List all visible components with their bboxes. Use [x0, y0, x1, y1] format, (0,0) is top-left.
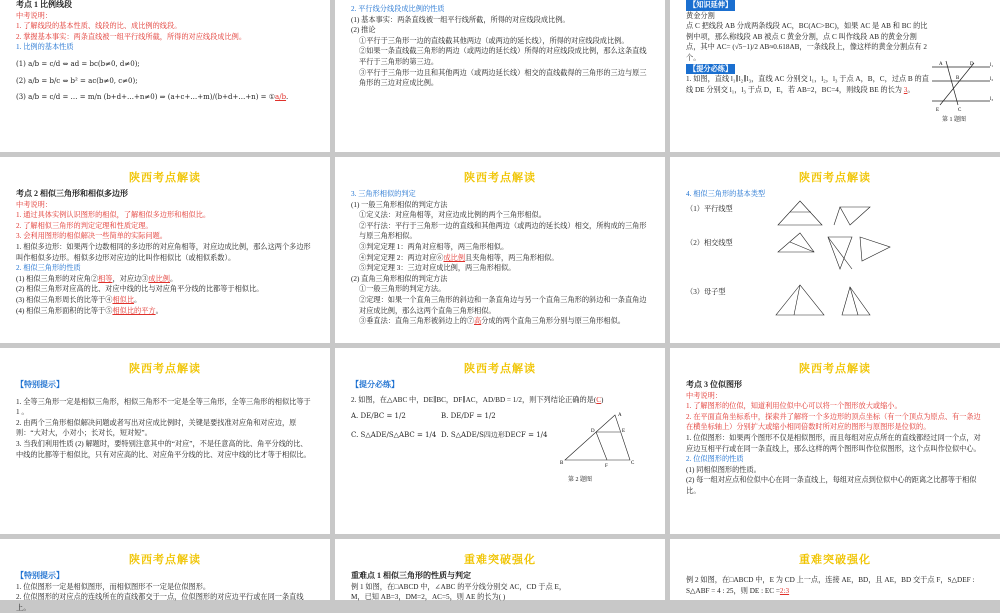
text-span: 。: [169, 274, 178, 283]
section-title: 考点 3 位似图形: [686, 380, 742, 389]
fig-label: C: [631, 461, 635, 466]
answer-span: 成比例: [148, 274, 170, 283]
fig-label: l₂: [990, 77, 994, 82]
tip-1: 1. 位似图形一定是相似图形，而相似图形不一定是位似图形。: [16, 582, 211, 591]
answer-span: 相似比的平方: [112, 306, 156, 315]
slide-header: 重难突破强化: [464, 554, 536, 566]
tip-2: 2. 位似图形的对应点的连线所在的直线都交于一点，位似图形的对应边平行或在同一条直线上。: [16, 593, 304, 612]
text-span: (4) 相似三角形面积的比等于⑤: [16, 306, 113, 315]
subsection-title: 2. 位似图形的性质: [686, 455, 744, 464]
slide-similar-triangles: 陕西考点解读 考点 2 相似三角形和相似多边形 中考说明： 1. 通过具体实例认识图形的相似，了解相似多边形和相似比。 2. 了解相似三角形的判定定理和性质定理。 3. 会利用图形的相似解决一些简单的实际问题。 1. 相似多边形：如果两个边数相同的多边形的对应角相等，对应边成比例，那么这两个多边形叫作相似多边形。相似多边形对应边的比叫作相似比（或相似系数）。 2. 相似三角形的性质 (1) 相似三角形的对应角②相等，对应边③成比例。 (2) 相似三角形对应高的比、对应中线的比与对应角平分线的比都等于相似比。 (3) 相似三角形周长的比等于④相似比。 (4) 相似三角形面积的比等于⑤相似比的平方。: [0, 157, 330, 343]
text-span: ③垂直法：直角三角形被斜边上的⑦: [359, 317, 475, 326]
formula-3-answer: a/b: [275, 93, 287, 102]
text-line: (1) 一般三角形相似的判定方法: [351, 200, 448, 209]
requirements-label: 中考说明：: [686, 391, 722, 400]
figure-1: [928, 55, 998, 115]
answer-span: 高: [474, 317, 482, 326]
slide-header: 陕西考点解读: [129, 554, 201, 566]
type-figures: [770, 197, 960, 327]
subsection-title: 3. 三角形相似的判定: [351, 190, 416, 198]
answer-span: 成比例: [443, 253, 466, 262]
slide-basic-types: [670, 157, 1000, 343]
figure-2: [560, 410, 640, 470]
example-2: 例 2 如图，在□ABCD 中，E 为 CD 上一点，连接 AE，BD，且 AE，BD 交于点 F，S△DEF : S△ABF = 4 : 25，则 DE : EC =: [686, 576, 975, 595]
example-1-line-2: M，已知 AB=3，DM=2，AC=5，则 AE 的长为( ): [351, 593, 506, 602]
subsection-title: 1. 比例的基本性质: [16, 43, 74, 52]
slide-parallel-lines: [335, 0, 665, 152]
text-line: ①一般三角形的判定方法。: [359, 285, 446, 294]
type-intersecting: （2）相交线型: [686, 239, 733, 248]
subsection-title: 4. 相似三角形的基本类型: [686, 190, 766, 198]
fig-label: E: [622, 429, 626, 434]
fig-label: l₁: [990, 63, 994, 68]
option-a: A. DE/BC = 1/2: [351, 412, 406, 421]
fig-label: C: [958, 108, 962, 113]
text-span: (1) 相似三角形的对应角②: [16, 274, 99, 283]
fig-label: D: [591, 429, 595, 434]
text-line: (2) 直角三角形相似的判定方法: [351, 274, 448, 283]
text-line: (2) 相似三角形对应高的比、对应中线的比与对应角平分线的比都等于相似比。: [16, 285, 264, 294]
slide-header: 重难突破强化: [799, 554, 871, 566]
practice-tag: 【提分必练】: [686, 64, 735, 75]
answer-span: 相等: [98, 274, 113, 283]
text-line: ⑤判定定理 3：三边对应成比例，两三角形相似。: [359, 264, 516, 273]
text-line: ③平行于三角形一边且和其他两边（或两边延长线）相交的直线截得的三角形的三边与原三角形的三边对应成比例。: [359, 68, 647, 88]
fig-label: F: [605, 464, 608, 469]
fig-label: B: [956, 76, 960, 81]
problem-2-answer: C: [596, 395, 602, 404]
text-line: ①定义法：对应角相等，对应边成比例的两个三角形相似。: [359, 211, 546, 220]
slide-header: 陕西考点解读: [799, 363, 871, 375]
subsection-title: 2. 相似三角形的性质: [16, 264, 81, 273]
section-title: 重难点 1 相似三角形的性质与判定: [351, 571, 471, 580]
requirement-1: 1. 了解图形的位似，知道利用位似中心可以将一个图形放大或缩小。: [686, 402, 902, 411]
text-span: 且夹角相等，两三角形相似。: [465, 253, 559, 262]
requirement-2: 2. 掌握基本事实：两条直线被一组平行线所截，所得的对应线段成比例。: [16, 32, 247, 41]
slide-practice-2: [335, 348, 665, 534]
special-tip-tag: 【特别提示】: [16, 380, 64, 389]
answer-span: 相似比: [112, 295, 135, 304]
slide-special-tips-1: [0, 348, 330, 534]
requirements-label: 中考说明：: [16, 200, 52, 209]
requirements-label: 中考说明：: [16, 11, 52, 20]
requirement-3: 3. 会利用图形的相似解决一些简单的实际问题。: [16, 232, 167, 241]
fig-label: A: [939, 62, 943, 67]
special-tip-tag: 【特别提示】: [16, 571, 64, 580]
type-mother-child: （3）母子型: [686, 287, 726, 296]
option-b: B. DE/DF = 1/2: [441, 412, 496, 421]
text-span: ④判定定理 2：两边对应⑥: [359, 253, 444, 262]
text-line: (1) 基本事实：两条直线被一组平行线所截，所得的对应线段成比例。: [351, 15, 570, 24]
slide-header: 陕西考点解读: [129, 363, 201, 375]
text-line: (2) 推论: [351, 26, 376, 35]
formula-2: (2) a/b = b/c ⇔ b² = ac(b≠0, c≠0);: [16, 76, 138, 85]
text-line: (2) 每一组对应点和位似中心在同一条直线上，每组对应点到位似中心的距离之比都等于相似比。: [686, 476, 977, 495]
problem-1-answer: 3: [903, 85, 908, 94]
slide-key-point-2: [670, 539, 1000, 600]
practice-tag: 【提分必练】: [351, 380, 399, 389]
fig-label: l₃: [990, 97, 994, 102]
figure-caption: 第 1 题图: [942, 117, 967, 123]
requirement-2: 2. 了解相似三角形的判定定理和性质定理。: [16, 221, 153, 230]
slide-header: 陕西考点解读: [464, 363, 536, 375]
slide-key-point-1: [335, 539, 665, 600]
fig-label: D: [970, 62, 974, 67]
option-d: D. S△ADE/S四边形DECF = 1/4: [441, 430, 548, 439]
text-line: ②平行法：平行于三角形一边的直线和其他两边（或两边的延长线）相交，所构成的三角形与原三角形相似。: [359, 221, 647, 241]
slide-golden-section: 【知识延伸】 黄金分割 点 C 把线段 AB 分成两条线段 AC，BC(AC>BC)，如果 AC 是 AB 和 BC 的比例中项，那么称线段 AB 被点 C 黄金分割，点 C 叫作线段 AB 的黄金分割点，其中 AC= (√5−1)/2 AB≈0.618AB，一条线段上，像这样的黄金分割点有 2 个。 【提分必练】 1. 如图，直线 l₁∥l₂∥l₃，直线 AC 分别交 l₁，l₂，l₃ 于点 A，B，C，过点 B 的直线 DE 分别交 l₁，l₃ 于点 D，E，若 AB=2，BC=4，则线段 BE 的长为 3。 D A l₁ B l₂ E C l₃ 第 1 题图: [670, 0, 1000, 152]
option-c: C. S△ADE/S△ABC = 1/4: [351, 430, 437, 439]
example-1-line-1: 例 1 如图，在□ABCD 中，∠ABC 的平分线分别交 AC，CD 于点 E，: [351, 582, 567, 591]
formula-3: (3) a/b = c/d = … = m/n (b+d+…+n≠0) ⇒ (a+c+…+m)/(b+d+…+n) = ①: [16, 93, 276, 102]
type-parallel: （1）平行线型: [686, 204, 733, 213]
requirement-1: 1. 通过具体实例认识图形的相似，了解相似多边形和相似比。: [16, 211, 211, 220]
section-title: 考点 1 比例线段: [16, 0, 72, 9]
fig-label: B: [560, 461, 564, 466]
text-span: 分成的两个直角三角形分别与原三角形相似。: [481, 317, 625, 326]
example-2-answer: 2:3: [779, 586, 790, 595]
text-line: ②如果一条直线截三角形的两边（或两边的延长线）所得的对应线段成比例，那么这条直线平行于三角形的第三边。: [359, 47, 647, 66]
slide-header: 陕西考点解读: [464, 172, 536, 184]
text-line: (1) 同相似图形的性质。: [686, 465, 761, 474]
text-line: 点 C 把线段 AB 分成两条线段 AC，BC(AC>BC)，如果 AC 是 AB 和 BC 的比例中项，那么称线段 AB 被点 C 黄金分割，点 C 叫作线段 AB 的黄金分割点，其中 AC= (√5−1)/2 AB≈0.618AB，一条线段上，像这样的黄金分割点有 2 个。: [686, 22, 928, 62]
text-line: 1. 相似多边形：如果两个边数相同的多边形的对应角相等，对应边成比例，那么这两个多边形叫作相似多边形。相似多边形对应边的比叫作相似比（或相似系数）。: [16, 242, 311, 262]
tip-1: 1. 全等三角形一定是相似三角形，相似三角形不一定是全等三角形，全等三角形的相似比等于 1 。: [16, 397, 311, 417]
subsection-title: 2. 平行线分线段成比例的性质: [351, 5, 445, 13]
text-line: ③判定定理 1：两角对应相等，两三角形相似。: [359, 242, 509, 251]
text-line: 黄金分割: [686, 11, 715, 20]
text-span: (3) 相似三角形周长的比等于④: [16, 295, 113, 304]
knowledge-extension-tag: 【知识延伸】: [686, 0, 735, 11]
text-span: ，对应边③: [112, 274, 149, 283]
text-line: ①平行于三角形一边的直线截其他两边（或两边的延长线），所得的对应线段成比例。: [359, 36, 629, 45]
fig-label: A: [618, 413, 622, 418]
slide-header: 陕西考点解读: [129, 172, 201, 184]
slide-homothetic-figures: [670, 348, 1000, 534]
text-line: ②定理：如果一个直角三角形的斜边和一条直角边与另一个直角三角形的斜边和一条直角边对应成比例，那么这两个直角三角形相似。: [359, 295, 647, 315]
requirement-1: 1. 了解线段的基本性质、线段的比、成比例的线段。: [16, 22, 182, 31]
text-line: 1. 位似图形：如果两个图形不仅是相似图形，而且每组对应点所在的直线都经过同一个点，对应边互相平行或在同一条直线上，那么这样的两个图形叫作位似图形，这个点叫作位似中心。: [686, 433, 981, 453]
slide-similarity-criteria: [335, 157, 665, 343]
slide-proportional-segments: 考点 1 比例线段 中考说明： 1. 了解线段的基本性质、线段的比、成比例的线段。 2. 掌握基本事实：两条直线被一组平行线所截，所得的对应线段成比例。 1. 比例的基本性质 (1) a/b = c/d ⇔ ad = bc(b≠0, d≠0); (2) a/b = b/c ⇔ b² = ac(b≠0, c≠0); (3) a/b = c/d = … = m/n (b+d+…+n≠0) ⇒ (a+c+…+m)/(b+d+…+n) = ①a/b.: [0, 0, 330, 152]
problem-1: 1. 如图，直线 l₁∥l₂∥l₃，直线 AC 分别交 l₁，l₂，l₃ 于点 A，B，C，过点 B 的直线 DE 分别交 l₁，l₃ 于点 D，E，若 AB=2，BC=4，则线段 BE 的长为: [686, 75, 929, 94]
section-title: 考点 2 相似三角形和相似多边形: [16, 189, 128, 198]
text-span: ): [601, 395, 604, 404]
slide-header: 陕西考点解读: [799, 172, 871, 184]
problem-2: 2. 如图，在△ABC 中，DE∥BC，DF∥AC，AD/BD = 1/2，则下列结论正确的是(: [351, 395, 597, 404]
tip-3: 3. 当我们利用性质 (2) 解题时，要特别注意其中的“对应”，不是任意高的比、角平分线的比、中线的比都等于相似比，只有对应高的比、对应角平分线的比、对应中线的比才等于相似比。: [16, 439, 311, 459]
figure-caption: 第 2 题图: [568, 477, 593, 483]
slide-special-tips-2: [0, 539, 330, 612]
tip-2: 2. 由两个三角形相似解决问题或者写出对应成比例时，关键是要找准对应角和对应边，原则：“大对大，小对小；长对长，短对短”。: [16, 418, 297, 438]
formula-1: (1) a/b = c/d ⇔ ad = bc(b≠0, d≠0);: [16, 59, 140, 68]
requirement-2: 2. 在平面直角坐标系中，探索并了解将一个多边形的顶点坐标（有一个顶点为原点、有一条边在横坐标轴上）分别扩大或缩小相同倍数时所对应的图形与原图形是位似的。: [686, 412, 981, 432]
fig-label: E: [936, 108, 940, 113]
